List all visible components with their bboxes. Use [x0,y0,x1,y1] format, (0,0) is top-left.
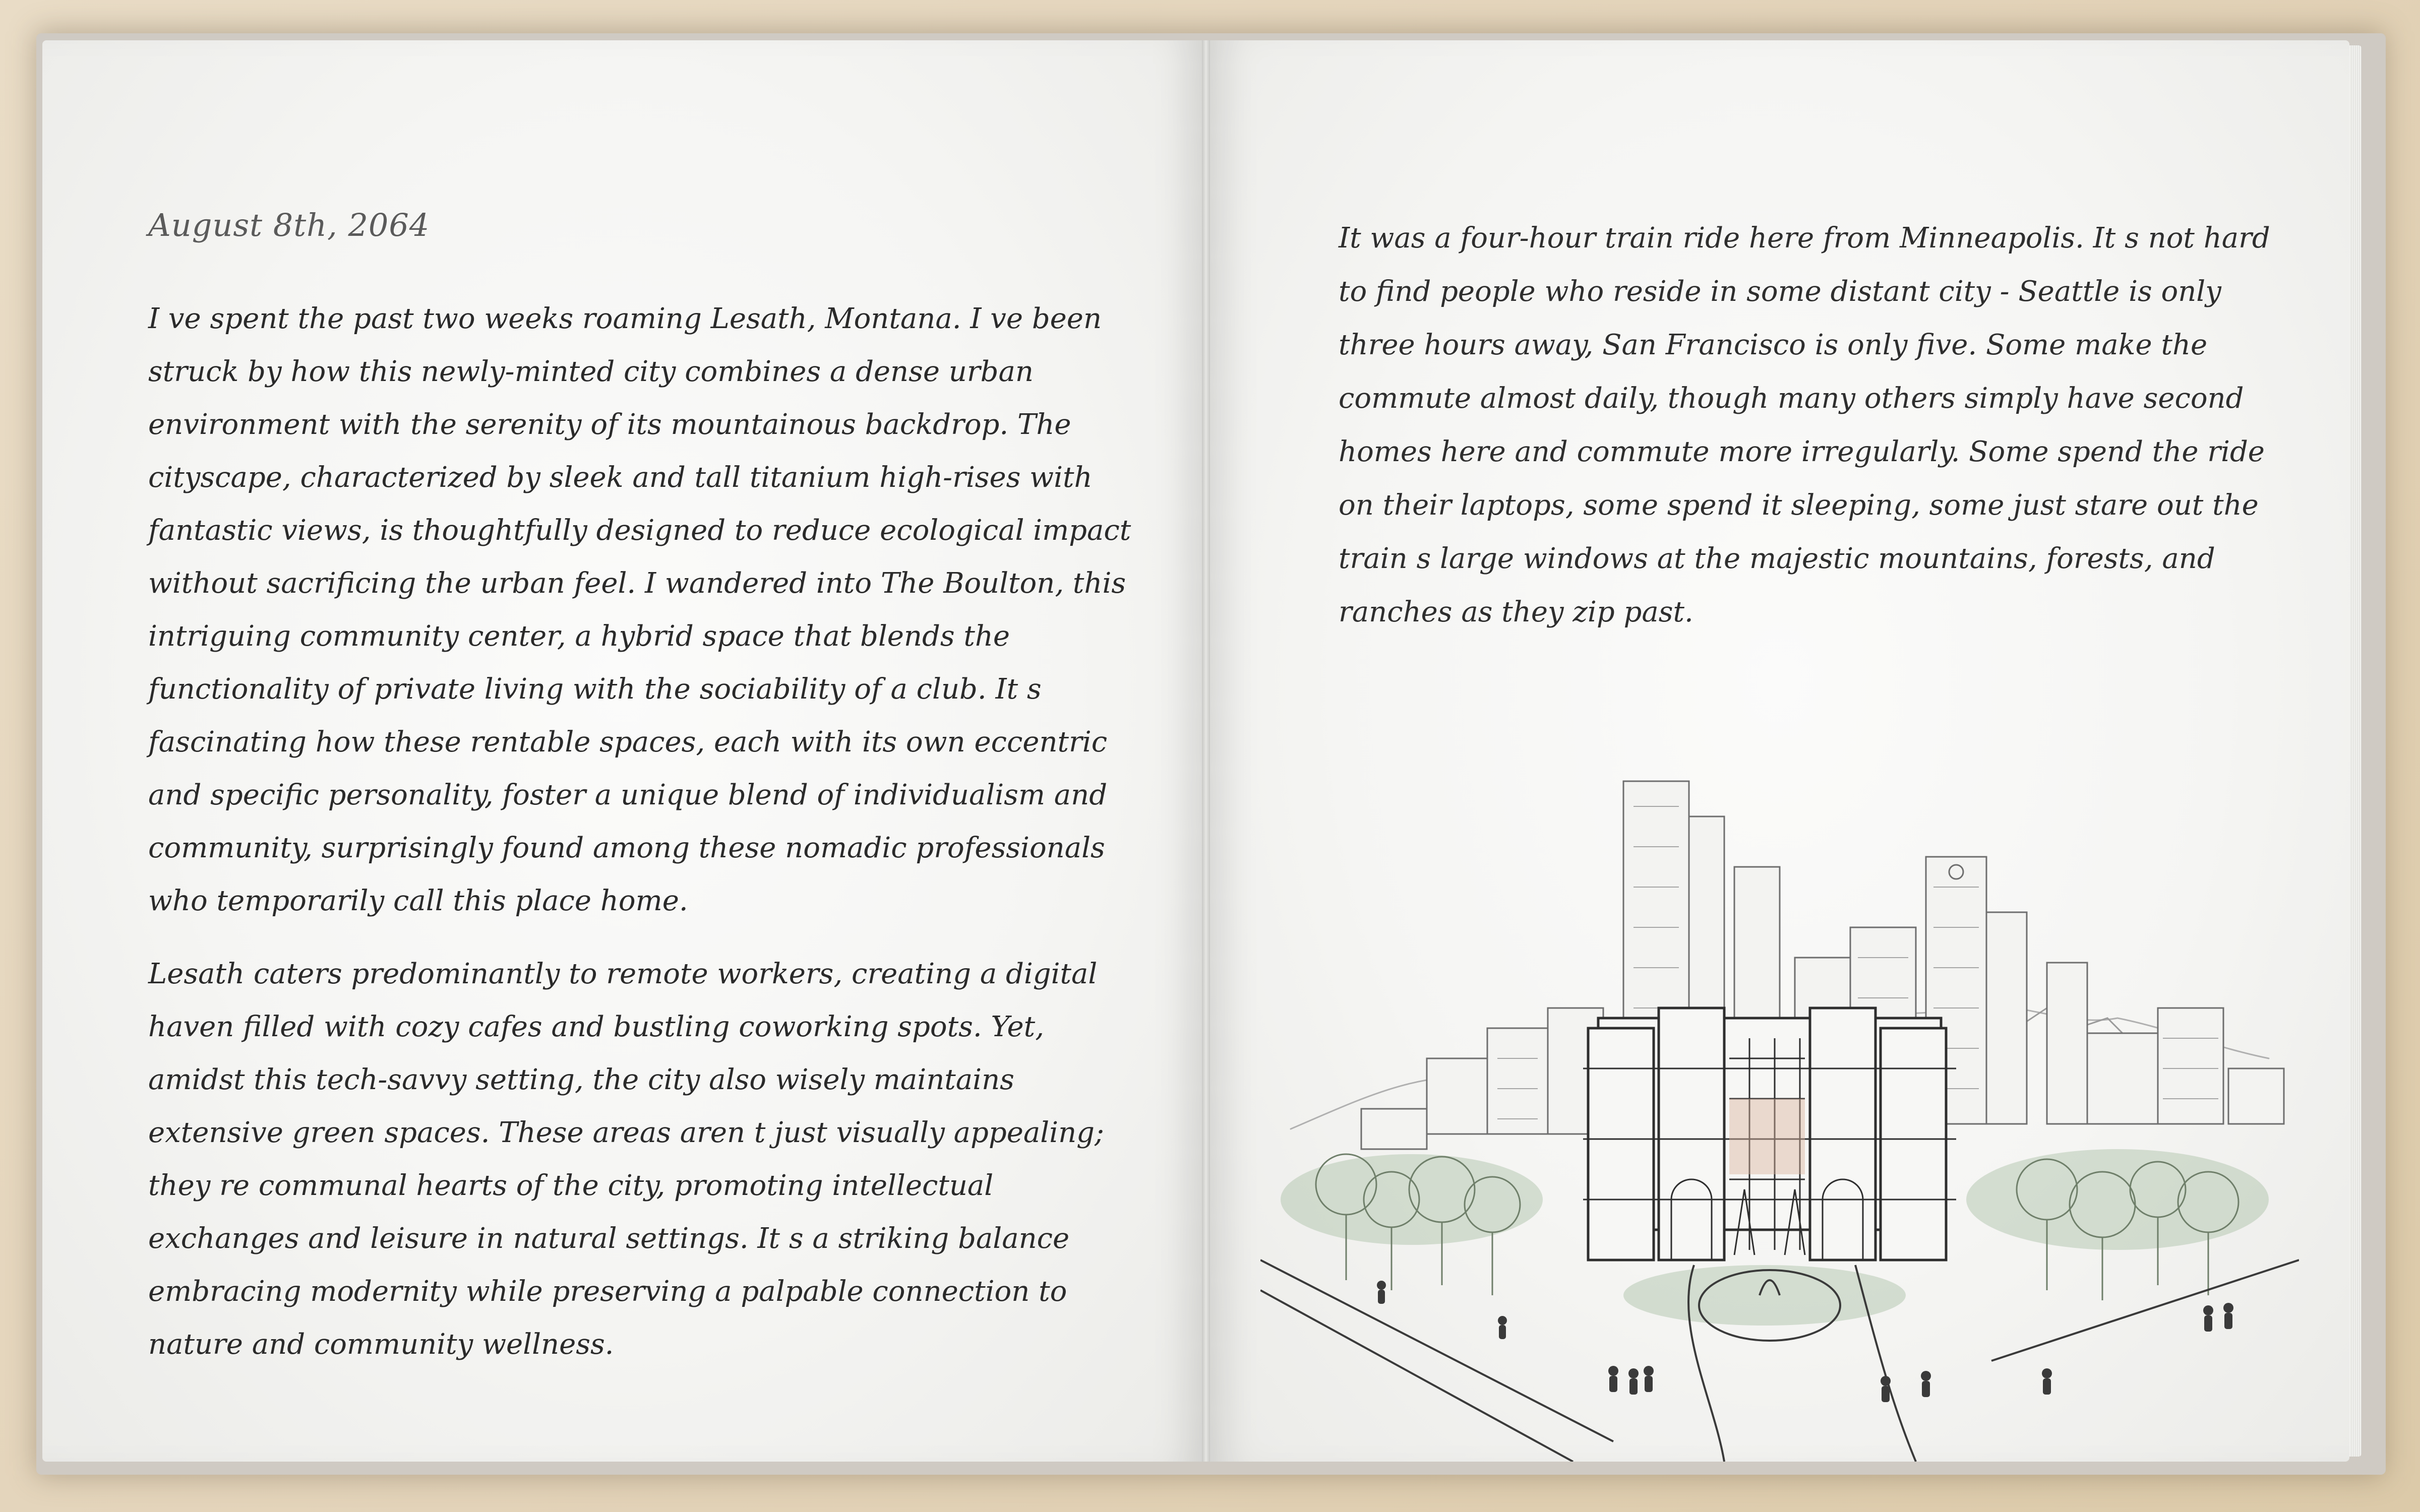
right-page [1210,40,2349,1462]
journal-paragraph-1: I ve spent the past two weeks roaming Lesath, Montana. I ve been struck by how this newly-minted city combines a dense urban environment with the serenity of its mountainous backdrop. The cityscape, characterized by sleek and tall titanium high-rises with fantastic views, is thoughtfully designed to reduce ecological impact without sacrificing the urban feel. I wandered into The Boulton, this intriguing community center, a hybrid space that blends the functionality of private living with the sociability of a club. It s fascinating how these rentable spaces, each with its own eccentric and specific personality, foster a unique blend of individualism and community, surprisingly found among these nomadic professionals who temporarily call this place home. [148,302,1131,917]
journal-paragraph-2: Lesath caters predominantly to remote workers, creating a digital haven filled with cozy cafes and bustling coworking spots. Yet, amidst this tech-savvy setting, the city also wisely maintains extensive green spaces. These areas aren t just visually appealing; they re communal hearts of the city, promoting intellectual exchanges and leisure in natural settings. It s a striking balance embracing modernity while preserving a palpable connection to nature and community wellness. [148,958,1104,1361]
city-sketch-illustration [1260,746,2299,1462]
journal-date: August 8th, 2064 [148,207,430,243]
page-edges [2349,45,2362,1457]
journal-paragraph-right: It was a four-hour train ride here from Minneapolis. It s not hard to find people who reside in some distant city - Seattle is only three hours away, San Francisco is only five. Some make the commute almost daily, though many others simply have second homes here and commute more irregularly. Some spend the ride on their laptops, some spend it sleeping, some just stare out the train s large windows at the majestic mountains, forests, and ranches as they zip past. [1339,222,2270,628]
book-gutter [1202,40,1210,1462]
left-page [42,40,1202,1462]
